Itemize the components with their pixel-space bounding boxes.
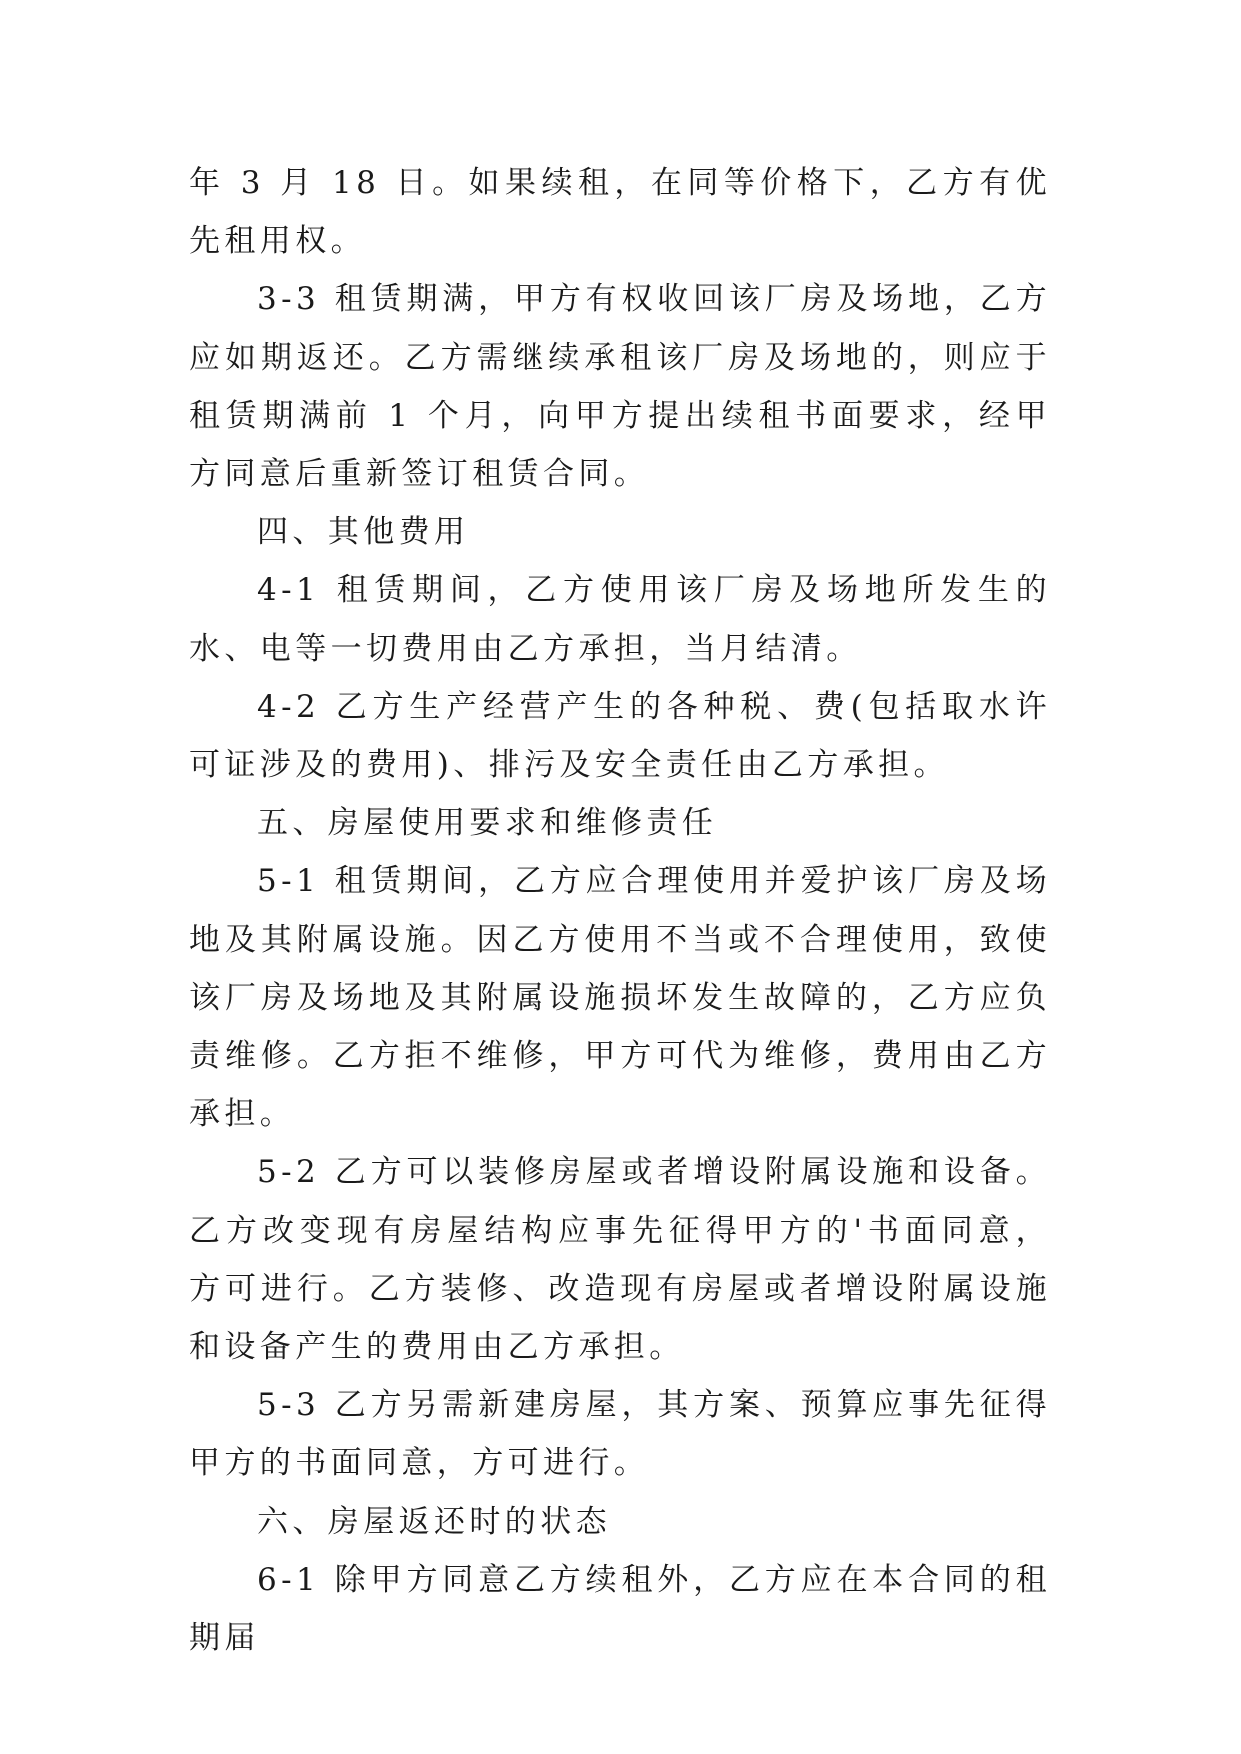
section-heading-5: 五、房屋使用要求和维修责任: [257, 805, 718, 842]
clause-4-2: 4-2 乙方生产经营产生的各种税、费(包括取水许可证涉及的费用)、排污及安全责任由乙方承担。: [189, 688, 1051, 784]
section-heading-6: 六、房屋返还时的状态: [257, 1503, 611, 1540]
clause-4-1: 4-1 租赁期间，乙方使用该厂房及场地所发生的水、电等一切费用由乙方承担，当月结清。: [189, 572, 1051, 667]
paragraph-continuation: 年 3 月 18 日。如果续租，在同等价格下，乙方有优先租用权。: [189, 165, 1051, 260]
clause-5-2: 5-2 乙方可以装修房屋或者增设附属设施和设备。乙方改变现有房屋结构应事先征得甲方的'书面同意，方可进行。乙方装修、改造现有房屋或者增设附属设施和设备产生的费用由乙方承担。: [189, 1154, 1051, 1366]
clause-6-1: 6-1 除甲方同意乙方续租外，乙方应在本合同的租期届: [189, 1561, 1051, 1657]
contract-body: [189, 154, 1051, 1667]
section-heading-4: 四、其他费用: [257, 514, 470, 551]
clause-5-1: 5-1 租赁期间，乙方应合理使用并爱护该厂房及场地及其附属设施。因乙方使用不当或不合理使用，致使该厂房及场地及其附属设施损坏发生故障的，乙方应负责维修。乙方拒不维修，甲方可代为维修，费用由乙方承担。: [189, 863, 1051, 1133]
clause-3-3: 3-3 租赁期满，甲方有权收回该厂房及场地，乙方应如期返还。乙方需继续承租该厂房及场地的，则应于租赁期满前 1 个月，向甲方提出续租书面要求，经甲方同意后重新签订租赁合同。: [189, 281, 1051, 493]
clause-5-3: 5-3 乙方另需新建房屋，其方案、预算应事先征得甲方的书面同意，方可进行。: [189, 1387, 1051, 1482]
